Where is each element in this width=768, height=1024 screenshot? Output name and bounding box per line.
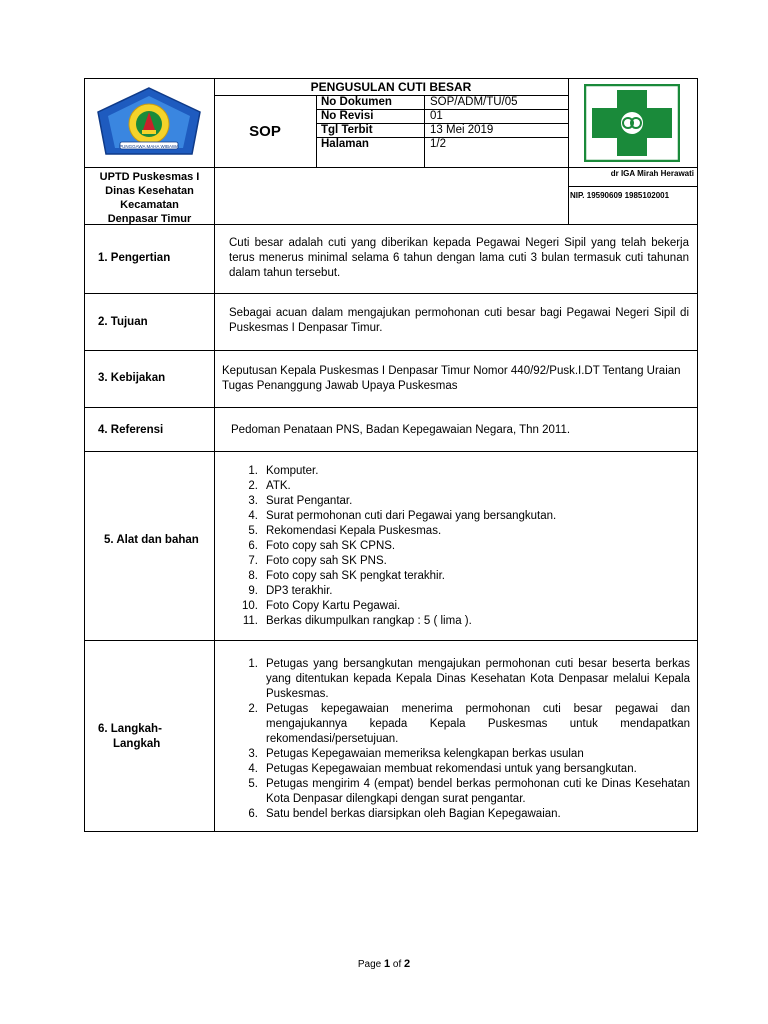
meta-label-tgl-terbit: Tgl Terbit — [321, 124, 373, 136]
institution-line: Dinas Kesehatan — [105, 185, 194, 197]
section-line — [84, 407, 698, 408]
section-label-alat-dan-bahan: 5. Alat dan bahan — [104, 534, 199, 546]
list-item: 8. Foto copy sah SK pengkat terakhir. — [248, 570, 445, 582]
meta-value-no-dokumen: SOP/ADM/TU/05 — [430, 96, 518, 108]
list-item: 3. Petugas Kepegawaian memeriksa kelengkapan berkas usulan — [248, 748, 584, 760]
meta-value-tgl-terbit: 13 Mei 2019 — [430, 124, 494, 136]
section-label-langkah — [98, 722, 212, 752]
section-line — [84, 451, 698, 452]
footer-of-word: of — [392, 959, 402, 970]
signer-nip: NIP. 19590609 1985102001 — [570, 191, 670, 200]
green-cross-logo — [584, 84, 680, 162]
list-item: 4. Surat permohonan cuti dari Pegawai yang bersangkutan. — [248, 510, 557, 522]
list-item: 1. Komputer. — [248, 465, 319, 477]
list-item: 9. DP3 terakhir. — [248, 585, 333, 597]
section-label-referensi: 4. Referensi — [98, 424, 164, 436]
footer-page-word: Page — [357, 959, 382, 970]
section-line — [84, 640, 698, 641]
institution-block — [85, 170, 214, 226]
section-line — [84, 350, 698, 351]
section-text-referensi: Pedoman Penataan PNS, Badan Kepegawaian Negara, Thn 2011. — [231, 424, 571, 436]
sop-label: SOP — [249, 123, 281, 140]
institution-line: UPTD Puskesmas I — [99, 171, 200, 183]
institution-line: Denpasar Timur — [107, 213, 192, 225]
langkah-list — [230, 657, 690, 822]
list-item: 11. Berkas dikumpulkan rangkap : 5 ( lima ). — [242, 615, 472, 627]
table-column-divider — [214, 78, 215, 832]
section-label-pengertian: 1. Pengertian — [98, 252, 171, 264]
logo-column-divider — [568, 78, 569, 224]
table-border-right — [697, 78, 698, 832]
meta-value-halaman: 1/2 — [430, 138, 446, 150]
list-item: 6. Foto copy sah SK CPNS. — [248, 540, 396, 552]
section-line — [84, 293, 698, 294]
list-item: 7. Foto copy sah SK PNS. — [248, 555, 387, 567]
footer-current-page: 1 — [383, 958, 391, 970]
list-item: 4. Petugas Kepegawaian membuat rekomendasi untuk yang bersangkutan. — [248, 763, 637, 775]
signer-row-line — [568, 186, 698, 187]
list-item: 6. Satu bendel berkas diarsipkan oleh Bagian Kepegawaian. — [248, 808, 561, 820]
section-label-kebijakan: 3. Kebijakan — [98, 372, 166, 384]
list-item: 10. Foto Copy Kartu Pegawai. — [242, 600, 401, 612]
list-item: 2. ATK. — [248, 480, 291, 492]
signer-name: dr IGA Mirah Herawati — [610, 169, 694, 178]
puskesmas-logo — [92, 84, 207, 164]
table-border-bottom — [84, 831, 698, 832]
section-label-tujuan: 2. Tujuan — [98, 316, 148, 328]
meta-label-halaman: Halaman — [321, 138, 369, 150]
section-text-tujuan: Sebagai acuan dalam mengajukan permohonan cuti besar bagi Pegawai Negeri Sipil di Puskesmas I Denpasar Timur. — [229, 307, 689, 334]
meta-label-no-revisi: No Revisi — [321, 110, 374, 122]
meta-label-no-dokumen: No Dokumen — [321, 96, 392, 108]
alat-list — [230, 464, 690, 629]
list-item: 2. Petugas kepegawaian menerima permohonan cuti besar pegawai dan mengajukannya kepada Kepala Puskesmas untuk mendapatkan rekomendasi/persetujuan. — [248, 703, 690, 745]
list-item: 5. Rekomendasi Kepala Puskesmas. — [248, 525, 442, 537]
svg-text:PUNGGAWA MAHA WIBAWA: PUNGGAWA MAHA WIBAWA — [119, 144, 179, 149]
sop-divider — [316, 95, 317, 167]
list-item: 1. Petugas yang bersangkutan mengajukan permohonan cuti besar beserta berkas yang ditentukan kepada Kepala Dinas Kesehatan Kota Denpasar melalui Kepala Puskesmas. — [248, 658, 690, 700]
document-title: PENGUSULAN CUTI BESAR — [310, 80, 472, 94]
section-text-pengertian: Cuti besar adalah cuti yang diberikan kepada Pegawai Negeri Sipil yang telah bekerja terus menerus minimal selama 6 tahun dengan lama cuti 3 bulan termasuk cuti tahunan dalam tahun tersebut. — [229, 237, 689, 279]
meta-divider — [424, 95, 425, 167]
footer-total-pages: 2 — [404, 958, 411, 970]
section-label-langkah-line2: Langkah — [113, 738, 161, 750]
institution-line: Kecamatan — [120, 199, 179, 211]
list-item: 5. Petugas mengirim 4 (empat) bendel berkas permohonan cuti ke Dinas Kesehatan Kota Denpasar dilengkapi dengan surat pengantar. — [248, 778, 690, 805]
page-footer — [284, 957, 484, 972]
meta-value-no-revisi: 01 — [430, 110, 443, 122]
list-item: 3. Surat Pengantar. — [248, 495, 353, 507]
section-label-langkah-line1: 6. Langkah- — [98, 723, 162, 735]
section-text-kebijakan: Keputusan Kepala Puskesmas I Denpasar Timur Nomor 440/92/Pusk.I.DT Tentang Uraian Tugas Penanggung Jawab Upaya Puskesmas — [222, 365, 681, 392]
